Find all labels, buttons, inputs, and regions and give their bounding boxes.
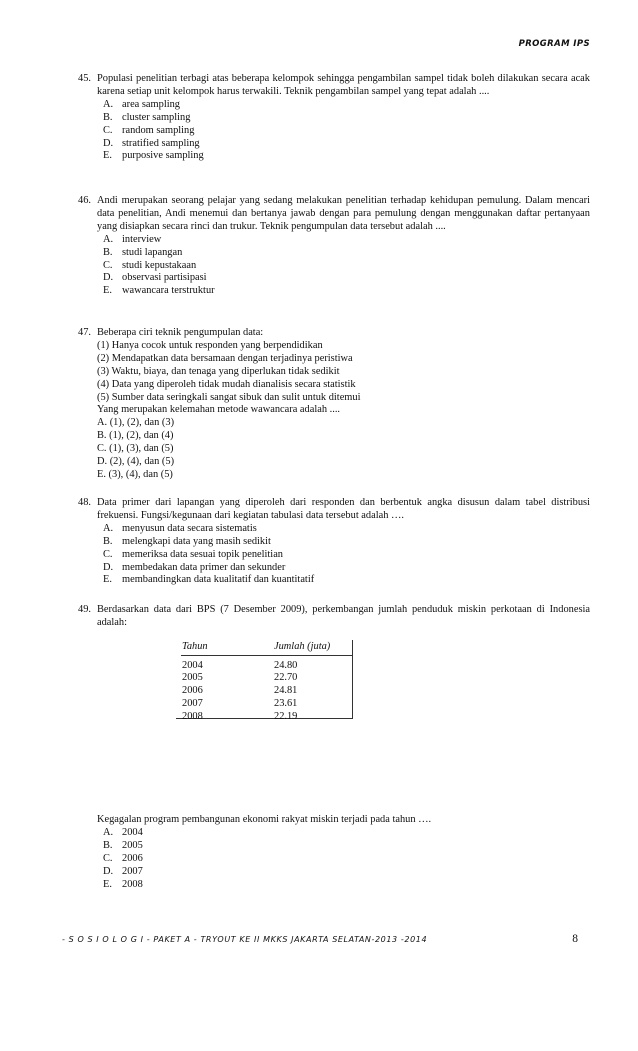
- cell-year: 2007: [182, 697, 203, 709]
- cell-year: 2005: [182, 672, 203, 684]
- option-e: [103, 574, 590, 587]
- option-text: observasi partisipasi: [122, 272, 207, 284]
- stem-line: Beberapa ciri teknik pengumpulan data:: [97, 327, 264, 338]
- option-text: cluster sampling: [122, 111, 191, 123]
- cell-count: 23.61: [274, 697, 298, 709]
- option-text: membedakan data primer dan sekunder: [122, 561, 286, 573]
- question-number: 45.: [78, 73, 91, 84]
- table-row: [181, 698, 353, 711]
- column-header-count: Jumlah (juta): [274, 641, 353, 655]
- option-text: random sampling: [122, 124, 195, 136]
- statement-line: (2) Mendapatkan data bersamaan dengan terjadinya peristiwa: [97, 352, 353, 364]
- option-text: area sampling: [122, 98, 180, 110]
- option-letter: C.: [103, 852, 113, 864]
- option-b: [103, 247, 590, 260]
- question-number: 47.: [78, 327, 91, 338]
- option-letter: A.: [103, 826, 114, 838]
- option-letter: B.: [103, 111, 113, 123]
- footer-text: - S O S I O L O G I - PAKET A - TRYOUT KE II MKKS JAKARTA SELATAN-2013 -2014: [62, 935, 428, 944]
- option-text: 2008: [122, 878, 143, 890]
- option-letter: A.: [103, 98, 114, 110]
- option-a: [103, 523, 590, 536]
- question-47: [66, 327, 590, 482]
- option-letter: A.: [103, 233, 114, 245]
- options-list: [97, 234, 590, 299]
- option-text: 2004: [122, 826, 143, 838]
- question-stem: Data primer dari lapangan yang diperoleh dari responden dan berbentuk angka disusun dalam tabel distribusi frekuensi. Fungsi/kegunaan dari kegiatan tabulasi data tersebut adalah ….: [97, 497, 590, 521]
- option-text: 2005: [122, 839, 143, 851]
- option-text: membandingkan data kualitatif dan kuantitatif: [122, 574, 315, 586]
- options-list: [97, 827, 590, 892]
- cell-year: 2008: [182, 710, 203, 722]
- option-text: studi kepustakaan: [122, 259, 197, 271]
- option-letter: B.: [103, 839, 113, 851]
- option-d: [103, 562, 590, 575]
- option-letter: C.: [103, 124, 113, 136]
- column-header-year: Tahun: [181, 641, 274, 655]
- option-e: [103, 879, 590, 892]
- options-list: [97, 99, 590, 164]
- option-a: [103, 234, 590, 247]
- question-text: Kegagalan program pembangunan ekonomi rakyat miskin terjadi pada tahun ….: [97, 814, 432, 825]
- option-text: memeriksa data sesuai topik penelitian: [122, 548, 284, 560]
- option-text: menyusun data secara sistematis: [122, 522, 257, 534]
- option-d: [103, 138, 590, 151]
- option-b: [103, 112, 590, 125]
- statement-line: (4) Data yang diperoleh tidak mudah dianalisis secara statistik: [97, 378, 356, 390]
- option-e: [103, 150, 590, 163]
- cell-count: 24.81: [274, 685, 298, 697]
- question-line: Yang merupakan kelemahan metode wawancara adalah ....: [97, 404, 341, 416]
- option-text: melengkapi data yang masih sedikit: [122, 535, 271, 547]
- question-48: [66, 497, 590, 587]
- option-letter: E.: [103, 285, 112, 297]
- option-letter: D.: [103, 865, 114, 877]
- option-c: [103, 260, 590, 273]
- option-letter: C.: [103, 259, 113, 271]
- option-b: B. (1), (2), dan (4): [97, 430, 174, 442]
- option-d: [103, 866, 590, 879]
- option-b: [103, 536, 590, 549]
- option-b: [103, 840, 590, 853]
- option-text: 2006: [122, 852, 143, 864]
- option-text: wawancara terstruktur: [122, 285, 215, 297]
- header-title: PROGRAM IPS: [518, 39, 590, 49]
- options-list: [97, 523, 590, 588]
- option-text: stratified sampling: [122, 137, 200, 149]
- option-letter: B.: [103, 246, 113, 258]
- option-c: [103, 853, 590, 866]
- option-e: [103, 285, 590, 298]
- table-header-row: [181, 641, 353, 655]
- option-letter: D.: [103, 272, 114, 284]
- option-d: [103, 272, 590, 285]
- option-a: [103, 99, 590, 112]
- question-stem: Berdasarkan data dari BPS (7 Desember 2009), perkembangan jumlah penduduk miskin perkotaan di Indonesia adalah:: [97, 604, 590, 628]
- page-number: 8: [572, 933, 578, 945]
- table-row: [181, 711, 353, 726]
- option-a: [103, 827, 590, 840]
- question-stem: Populasi penelitian terbagi atas beberapa kelompok sehingga pengambilan sampel tidak boleh dilakukan secara acak karena setiap unit kelompok harus terwakili. Teknik pengambilan sampel yang tepat adalah ....: [97, 73, 590, 97]
- option-letter: B.: [103, 535, 113, 547]
- table-row: [181, 655, 353, 672]
- question-number: 49.: [78, 604, 91, 615]
- option-letter: E.: [103, 878, 112, 890]
- question-stem: Andi merupakan seorang pelajar yang sedang melakukan penelitian terhadap kehidupan pemulung. Dalam mencari data penelitian, Andi menemui dan bertanya jawab dengan para pemulung dengan menggunakan daftar pertanyaan yang disiapkan secara rinci dan trukur. Teknik pengumpulan data tersebut adalah ....: [97, 195, 590, 232]
- option-text: 2007: [122, 865, 143, 877]
- question-49: [66, 604, 590, 630]
- option-letter: E.: [103, 150, 112, 162]
- question-49-prompt: [66, 814, 590, 891]
- cell-year: 2006: [182, 685, 203, 697]
- cell-count: 22.70: [274, 672, 298, 684]
- option-c: [103, 125, 590, 138]
- option-letter: D.: [103, 137, 114, 149]
- statement-line: (1) Hanya cocok untuk responden yang berpendidikan: [97, 339, 323, 351]
- poverty-data-table: [181, 641, 353, 725]
- option-e: E. (3), (4), dan (5): [97, 468, 173, 480]
- option-c: [103, 549, 590, 562]
- question-number: 48.: [78, 497, 91, 508]
- option-a: A. (1), (2), dan (3): [97, 417, 175, 429]
- question-number: 46.: [78, 195, 91, 206]
- statement-line: (3) Waktu, biaya, dan tenaga yang diperlukan tidak sedikit: [97, 365, 340, 377]
- option-letter: C.: [103, 548, 113, 560]
- question-46: [66, 195, 590, 298]
- question-45: [66, 73, 590, 163]
- option-letter: A.: [103, 522, 114, 534]
- page-footer: [62, 933, 578, 947]
- option-letter: E.: [103, 574, 112, 586]
- option-text: studi lapangan: [122, 246, 183, 258]
- cell-year: 2004: [182, 659, 203, 671]
- cell-count: 24.80: [274, 659, 298, 671]
- option-text: interview: [122, 233, 162, 245]
- table-row: [181, 672, 353, 685]
- cell-count: 22.19: [274, 710, 298, 722]
- option-text: purposive sampling: [122, 150, 204, 162]
- table-row: [181, 685, 353, 698]
- statement-line: (5) Sumber data seringkali sangat sibuk dan sulit untuk ditemui: [97, 391, 361, 403]
- option-letter: D.: [103, 561, 114, 573]
- option-d: D. (2), (4), dan (5): [97, 456, 175, 468]
- option-c: C. (1), (3), dan (5): [97, 443, 174, 455]
